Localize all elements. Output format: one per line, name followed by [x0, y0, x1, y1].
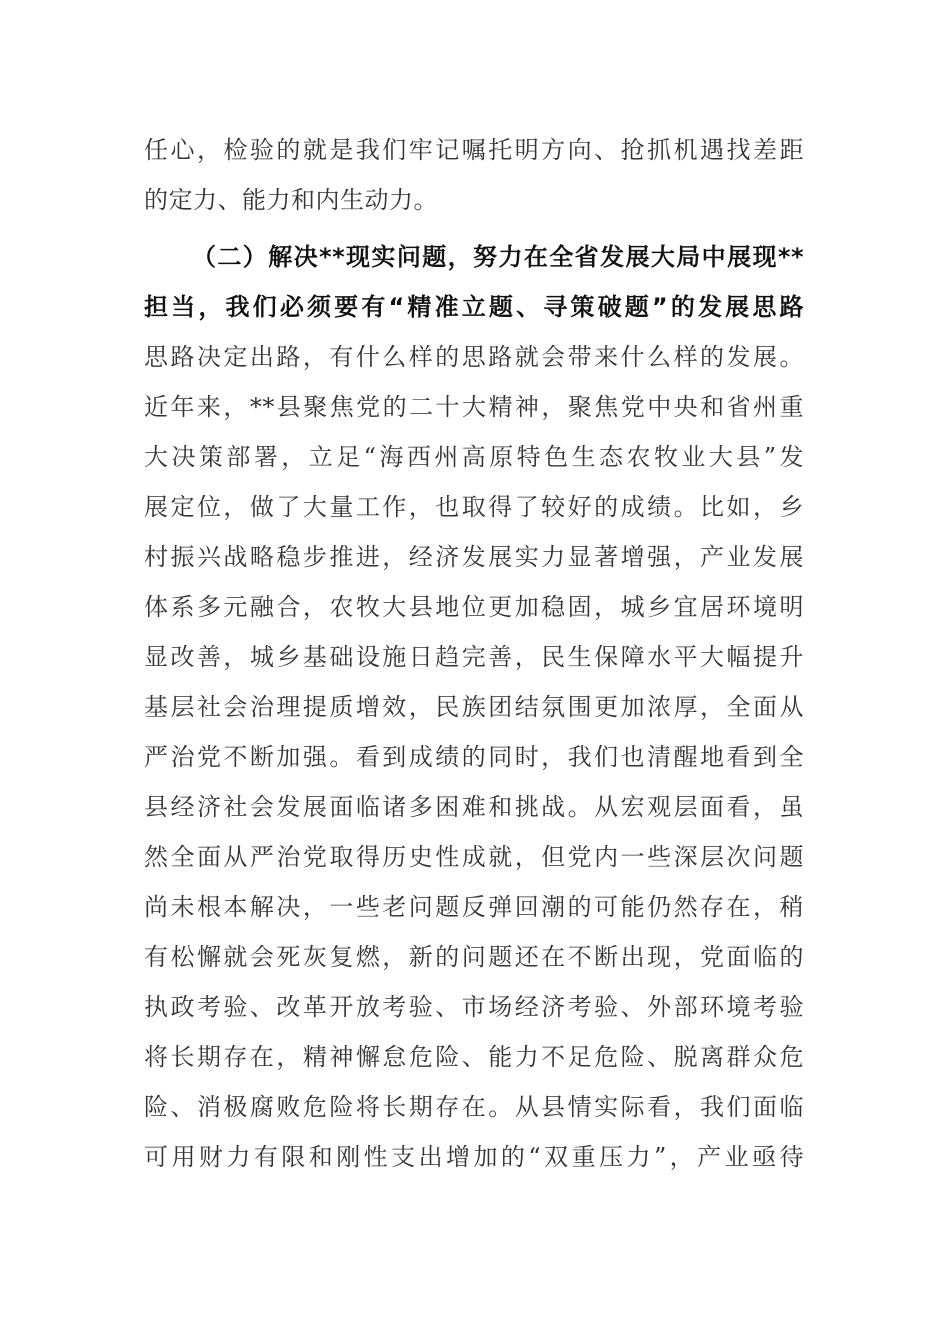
- body-line: 近年来，**县聚焦党的二十大精神，聚焦党中央和省州重: [144, 393, 804, 421]
- body-line: 可用财力有限和刚性支出增加的“双重压力”，产业亟待: [144, 1143, 804, 1171]
- body-line: 基层社会治理提质增效，民族团结氛围更加浓厚，全面从: [144, 693, 804, 721]
- body-line: 的定力、能力和内生动力。: [144, 186, 438, 214]
- body-line: 思路决定出路，有什么样的思路就会带来什么样的发展。: [144, 343, 804, 371]
- body-line: 体系多元融合，农牧大县地位更加稳固，城乡宜居环境明: [144, 593, 804, 621]
- body-line: 县经济社会发展面临诸多困难和挑战。从宏观层面看，虽: [144, 793, 804, 821]
- section-heading-line: 担当，我们必须要有“精准立题、寻策破题”的发展思路: [144, 293, 804, 321]
- document-body: [144, 125, 804, 1182]
- body-line: 将长期存在，精神懈怠危险、能力不足危险、脱离群众危: [144, 1043, 804, 1071]
- body-line: 任心，检验的就是我们牢记嘱托明方向、抢抓机遇找差距: [144, 136, 804, 164]
- body-line: 大决策部署，立足“海西州高原特色生态农牧业大县”发: [144, 443, 804, 471]
- body-line: 尚未根本解决，一些老问题反弹回潮的可能仍然存在，稍: [144, 893, 804, 921]
- body-line: 显改善，城乡基础设施日趋完善，民生保障水平大幅提升: [144, 643, 804, 671]
- body-line: 执政考验、改革开放考验、市场经济考验、外部环境考验: [144, 993, 804, 1021]
- body-line: 展定位，做了大量工作，也取得了较好的成绩。比如，乡: [144, 493, 804, 521]
- body-line: 然全面从严治党取得历史性成就，但党内一些深层次问题: [144, 843, 804, 871]
- body-line: 有松懈就会死灰复燃，新的问题还在不断出现，党面临的: [144, 943, 804, 971]
- section-heading-line: （二）解决**现实问题，努力在全省发展大局中展现**: [192, 243, 804, 271]
- body-line: 严治党不断加强。看到成绩的同时，我们也清醒地看到全: [144, 743, 804, 771]
- body-line: 村振兴战略稳步推进，经济发展实力显著增强，产业发展: [144, 543, 804, 571]
- body-line: 险、消极腐败危险将长期存在。从县情实际看，我们面临: [144, 1093, 804, 1121]
